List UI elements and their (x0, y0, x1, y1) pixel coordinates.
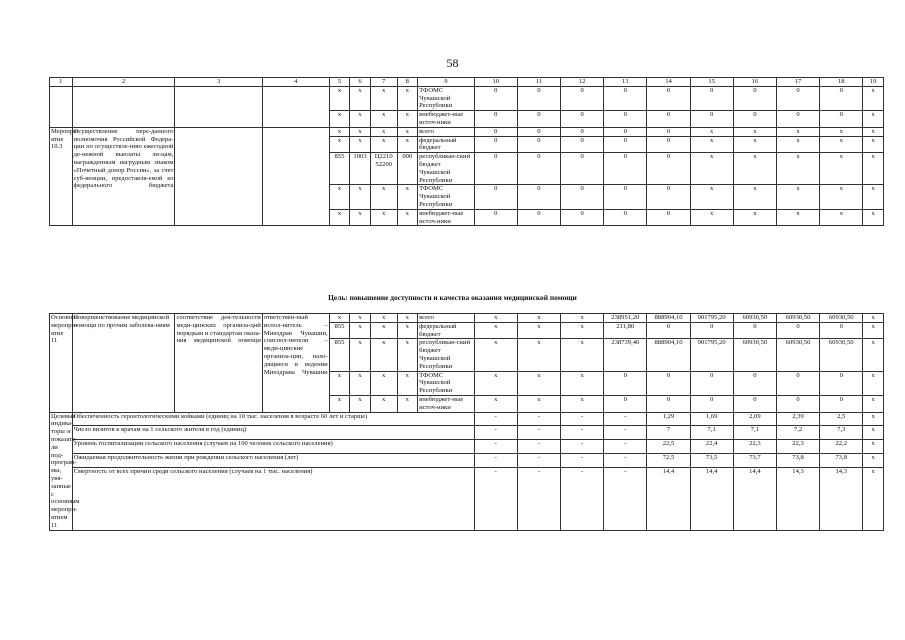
col-number: 6 (350, 78, 371, 87)
value-cell: x (863, 314, 884, 323)
value-cell: 2,5 (820, 412, 863, 426)
source-cell: внебюджет-ные источ-ники (418, 111, 475, 128)
value-cell: 0 (647, 153, 690, 185)
cell: x (370, 314, 397, 323)
indicator-row (50, 467, 884, 530)
value-cell: - (561, 426, 604, 440)
value-cell: - (561, 440, 604, 454)
value-cell: 0 (690, 322, 733, 339)
source-cell: республикан-ский бюджет Чувашской Республики (418, 153, 475, 185)
col-number: 18 (820, 78, 863, 87)
empty-cell (175, 127, 262, 226)
cell: x (350, 209, 371, 226)
empty-cell (175, 86, 262, 127)
value-cell: x (561, 395, 604, 412)
value-cell: 0 (517, 153, 560, 185)
source-cell: внебюджет-ные источ-ники (418, 209, 475, 226)
indicator-row (50, 440, 884, 454)
empty-cell (50, 86, 73, 127)
value-cell: x (863, 412, 884, 426)
measure-target: соответствие дея-тельности меди-цинских организа-ций порядкам и стандартам оказа-ния медицинской помощи (175, 314, 262, 413)
value-cell: 0 (604, 136, 647, 153)
value-cell: 0 (690, 395, 733, 412)
value-cell: x (863, 395, 884, 412)
col-number: 7 (370, 78, 397, 87)
value-cell: 60930,50 (820, 339, 863, 371)
value-cell: x (690, 127, 733, 136)
value-cell: 0 (733, 371, 776, 395)
goal-heading: Цель: повышение доступности и качества оказания медицинской помощи (328, 293, 577, 302)
cell: x (397, 185, 418, 209)
empty-cell (72, 86, 175, 127)
value-cell: x (733, 153, 776, 185)
value-cell: x (517, 322, 560, 339)
cell: x (370, 127, 397, 136)
value-cell: x (561, 371, 604, 395)
value-cell: 0 (690, 371, 733, 395)
cell: x (370, 322, 397, 339)
value-cell: 1,69 (690, 412, 733, 426)
cell: x (350, 339, 371, 371)
value-cell: x (561, 314, 604, 323)
value-cell: 238951,20 (604, 314, 647, 323)
indicator-row (50, 453, 884, 467)
cell: 1003 (350, 153, 371, 185)
cell: x (350, 136, 371, 153)
value-cell: 0 (517, 209, 560, 226)
value-cell: 22,3 (776, 440, 819, 454)
cell: x (370, 111, 397, 128)
value-cell: x (474, 339, 517, 371)
value-cell: 0 (517, 111, 560, 128)
value-cell: 7 (647, 426, 690, 440)
value-cell: x (863, 453, 884, 467)
cell: x (350, 395, 371, 412)
value-cell: 0 (776, 322, 819, 339)
value-cell: - (517, 412, 560, 426)
table-row (50, 127, 884, 136)
cell: x (397, 339, 418, 371)
value-cell: 22,4 (690, 440, 733, 454)
source-cell: внебюджет-ные источ-ники (418, 395, 475, 412)
value-cell: 14,4 (647, 467, 690, 530)
measure-executor: ответствен-ный испол-нитель – Минздрав Чувашии, соиспол-нители – меди-цинские организа-ции, нахо-дящиеся в ведении Минздрава Чувашии (262, 314, 329, 413)
value-cell: 0 (647, 371, 690, 395)
value-cell: 0 (647, 322, 690, 339)
col-number: 2 (72, 78, 175, 87)
value-cell: 73,7 (733, 453, 776, 467)
value-cell: 0 (561, 86, 604, 110)
cell: x (370, 136, 397, 153)
value-cell: 0 (820, 395, 863, 412)
source-cell: ТФОМС Чувашской Республики (418, 185, 475, 209)
value-cell: 0 (733, 322, 776, 339)
value-cell: 0 (474, 111, 517, 128)
value-cell: 73,8 (776, 453, 819, 467)
empty-cell (262, 86, 329, 127)
value-cell: 72,5 (647, 453, 690, 467)
cell: x (350, 371, 371, 395)
value-cell: x (863, 467, 884, 530)
col-number: 1 (50, 78, 73, 87)
value-cell: 22,3 (733, 440, 776, 454)
value-cell: 901795,20 (690, 339, 733, 371)
value-cell: x (776, 153, 819, 185)
cell: x (329, 86, 350, 110)
indicator-name: Смертность от всех причин среди сельского населения (случаев на 1 тыс. населения) (72, 467, 474, 530)
value-cell: x (733, 136, 776, 153)
value-cell: x (690, 153, 733, 185)
cell: x (370, 209, 397, 226)
value-cell: - (561, 453, 604, 467)
value-cell: 0 (604, 371, 647, 395)
indicator-name: Уровень госпитализации сельского населения (случаев на 100 человек сельского населения) (72, 440, 474, 454)
value-cell: 0 (647, 111, 690, 128)
value-cell: 0 (561, 136, 604, 153)
value-cell: x (690, 136, 733, 153)
value-cell: 14,3 (776, 467, 819, 530)
value-cell: x (863, 86, 884, 110)
value-cell: x (776, 209, 819, 226)
page-number: 58 (446, 56, 459, 70)
value-cell: 0 (561, 153, 604, 185)
value-cell: x (690, 185, 733, 209)
value-cell: 211,80 (604, 322, 647, 339)
col-number: 5 (329, 78, 350, 87)
value-cell: x (561, 322, 604, 339)
value-cell: - (474, 467, 517, 530)
value-cell: x (863, 322, 884, 339)
indicator-name: Ожидаемая продолжительность жизни при рождении сельского населения (лет) (72, 453, 474, 467)
value-cell: x (863, 371, 884, 395)
source-cell: ТФОМС Чувашской Республики (418, 371, 475, 395)
value-cell: x (820, 153, 863, 185)
source-cell: федеральный бюджет (418, 322, 475, 339)
value-cell: x (820, 127, 863, 136)
value-cell: 14,4 (690, 467, 733, 530)
value-cell: 0 (517, 127, 560, 136)
value-cell: x (474, 314, 517, 323)
value-cell: 0 (517, 185, 560, 209)
value-cell: 2,39 (776, 412, 819, 426)
value-cell: 888904,10 (647, 314, 690, 323)
value-cell: x (820, 209, 863, 226)
value-cell: 0 (776, 395, 819, 412)
value-cell: x (863, 127, 884, 136)
value-cell: x (474, 395, 517, 412)
value-cell: 0 (604, 127, 647, 136)
value-cell: - (517, 453, 560, 467)
col-number: 11 (517, 78, 560, 87)
value-cell: 0 (647, 136, 690, 153)
cell: x (370, 185, 397, 209)
value-cell: - (604, 453, 647, 467)
value-cell: 0 (474, 136, 517, 153)
cell: 855 (329, 153, 350, 185)
value-cell: x (733, 209, 776, 226)
value-cell: 0 (561, 185, 604, 209)
value-cell: 0 (647, 86, 690, 110)
cell: 000 (397, 153, 418, 185)
value-cell: x (733, 185, 776, 209)
value-cell: - (517, 426, 560, 440)
value-cell: 0 (604, 111, 647, 128)
value-cell: 22,5 (647, 440, 690, 454)
value-cell: 60930,50 (733, 339, 776, 371)
cell: x (350, 185, 371, 209)
value-cell: x (863, 185, 884, 209)
value-cell: x (474, 322, 517, 339)
cell: x (329, 111, 350, 128)
value-cell: 0 (647, 395, 690, 412)
value-cell: 0 (604, 209, 647, 226)
source-cell: всего (418, 127, 475, 136)
value-cell: 22,2 (820, 440, 863, 454)
cell: x (397, 209, 418, 226)
value-cell: x (820, 136, 863, 153)
value-cell: x (863, 426, 884, 440)
value-cell: 73,8 (820, 453, 863, 467)
value-cell: 0 (604, 395, 647, 412)
cell: x (329, 209, 350, 226)
value-cell: 0 (820, 371, 863, 395)
value-cell: - (474, 453, 517, 467)
value-cell: - (604, 440, 647, 454)
value-cell: x (776, 136, 819, 153)
col-number: 19 (863, 78, 884, 87)
cell: x (397, 371, 418, 395)
cell: 855 (329, 339, 350, 371)
cell: x (397, 314, 418, 323)
value-cell: - (604, 426, 647, 440)
col-number: 10 (474, 78, 517, 87)
value-cell: x (863, 339, 884, 371)
cell: x (397, 322, 418, 339)
value-cell: - (517, 440, 560, 454)
col-number: 13 (604, 78, 647, 87)
value-cell: 0 (820, 322, 863, 339)
col-number: 15 (690, 78, 733, 87)
value-cell: 0 (474, 127, 517, 136)
source-cell: всего (418, 314, 475, 323)
table-row (50, 314, 884, 323)
value-cell: - (474, 440, 517, 454)
value-cell: x (733, 127, 776, 136)
value-cell: x (863, 153, 884, 185)
value-cell: 0 (647, 209, 690, 226)
indicators-label: Целевые индика-торы и показате-ли под-програм-мы, увя-занные с основным меропри-ятием 11 (51, 412, 80, 529)
cell: x (329, 314, 350, 323)
value-cell: 1,29 (647, 412, 690, 426)
cell: x (397, 111, 418, 128)
funding-table-top (49, 77, 884, 226)
cell: x (397, 127, 418, 136)
cell: x (329, 395, 350, 412)
col-number: 12 (561, 78, 604, 87)
measure-label: Основное меропри-ятие 11 (50, 314, 73, 413)
funding-table-bottom (49, 313, 884, 531)
value-cell: x (776, 127, 819, 136)
cell: x (397, 136, 418, 153)
col-number: 16 (733, 78, 776, 87)
value-cell: 60930,50 (820, 314, 863, 323)
cell: x (370, 86, 397, 110)
col-number: 3 (175, 78, 262, 87)
value-cell: x (517, 371, 560, 395)
cell: Ц2210 52200 (370, 153, 397, 185)
value-cell: 0 (561, 209, 604, 226)
col-number: 8 (397, 78, 418, 87)
column-number-row (50, 78, 884, 87)
value-cell: x (690, 209, 733, 226)
cell: x (350, 127, 371, 136)
value-cell: x (863, 111, 884, 128)
value-cell: 0 (776, 111, 819, 128)
value-cell: 7,3 (820, 426, 863, 440)
value-cell: 14,4 (733, 467, 776, 530)
measure-description: Совершенствование медицинской помощи по прочим заболева-ниям (72, 314, 175, 413)
indicator-row (50, 426, 884, 440)
value-cell: 2,09 (733, 412, 776, 426)
value-cell: x (517, 339, 560, 371)
indicator-row (50, 412, 884, 426)
value-cell: 73,5 (690, 453, 733, 467)
value-cell: 0 (604, 185, 647, 209)
value-cell: x (776, 185, 819, 209)
value-cell: - (474, 412, 517, 426)
value-cell: 7,1 (690, 426, 733, 440)
source-cell: ТФОМС Чувашской Республики (418, 86, 475, 110)
source-cell: федеральный бюджет (418, 136, 475, 153)
cell: x (397, 395, 418, 412)
value-cell: 888904,10 (647, 339, 690, 371)
value-cell: x (561, 339, 604, 371)
value-cell: 0 (604, 153, 647, 185)
value-cell: 0 (647, 127, 690, 136)
value-cell: 0 (733, 111, 776, 128)
cell: x (350, 86, 371, 110)
value-cell: 0 (820, 86, 863, 110)
cell: x (370, 395, 397, 412)
value-cell: 0 (561, 127, 604, 136)
col-number: 17 (776, 78, 819, 87)
value-cell: 901795,20 (690, 314, 733, 323)
value-cell: 0 (517, 86, 560, 110)
cell: x (350, 111, 371, 128)
measure-label: Меропри-ятие 10.3 (50, 127, 73, 226)
value-cell: 0 (776, 371, 819, 395)
value-cell: 7,1 (733, 426, 776, 440)
value-cell: 238739,40 (604, 339, 647, 371)
value-cell: - (604, 467, 647, 530)
value-cell: 0 (647, 185, 690, 209)
col-number: 9 (418, 78, 475, 87)
value-cell: 7,2 (776, 426, 819, 440)
cell: 855 (329, 322, 350, 339)
value-cell: x (517, 314, 560, 323)
value-cell: 0 (517, 136, 560, 153)
indicator-name: Обеспеченность геронтологическими койками (единиц на 10 тыс. населения в возрасте 60 лет и старше) (72, 412, 474, 426)
value-cell: 0 (690, 86, 733, 110)
cell: x (370, 371, 397, 395)
empty-cell (262, 127, 329, 226)
value-cell: 0 (474, 86, 517, 110)
value-cell: x (863, 209, 884, 226)
value-cell: 60930,50 (776, 339, 819, 371)
value-cell: x (863, 136, 884, 153)
value-cell: - (561, 467, 604, 530)
value-cell: x (820, 185, 863, 209)
value-cell: 60930,50 (733, 314, 776, 323)
value-cell: x (863, 440, 884, 454)
value-cell: - (474, 426, 517, 440)
value-cell: 14,3 (820, 467, 863, 530)
source-cell: республикан-ский бюджет Чувашской Республики (418, 339, 475, 371)
value-cell: - (604, 412, 647, 426)
value-cell: 0 (733, 395, 776, 412)
value-cell: 0 (820, 111, 863, 128)
value-cell: 60930,50 (776, 314, 819, 323)
cell: x (370, 339, 397, 371)
value-cell: x (517, 395, 560, 412)
cell: x (350, 314, 371, 323)
value-cell: - (517, 467, 560, 530)
value-cell: 0 (776, 86, 819, 110)
col-number: 14 (647, 78, 690, 87)
value-cell: 0 (690, 111, 733, 128)
value-cell: 0 (604, 86, 647, 110)
cell: x (329, 127, 350, 136)
cell: x (329, 371, 350, 395)
value-cell: 0 (474, 209, 517, 226)
cell: x (329, 185, 350, 209)
value-cell: 0 (561, 111, 604, 128)
value-cell: x (474, 371, 517, 395)
col-number: 4 (262, 78, 329, 87)
table-row (50, 86, 884, 110)
indicator-name: Число визитов к врачам на 1 сельского жителя в год (единиц) (72, 426, 474, 440)
value-cell: - (561, 412, 604, 426)
value-cell: 0 (474, 153, 517, 185)
measure-description: Осуществление пере-данного полномочия Российской Федера-ции по осуществле-нию ежегодной де-нежной выплаты ли-цам, награжденным нагрудным знаком «Почетный донор России», за счет суб-венции, предоставля-емой из федерального бюджета (72, 127, 175, 226)
cell: x (397, 86, 418, 110)
cell: x (329, 136, 350, 153)
value-cell: 0 (733, 86, 776, 110)
cell: x (350, 322, 371, 339)
value-cell: 0 (474, 185, 517, 209)
